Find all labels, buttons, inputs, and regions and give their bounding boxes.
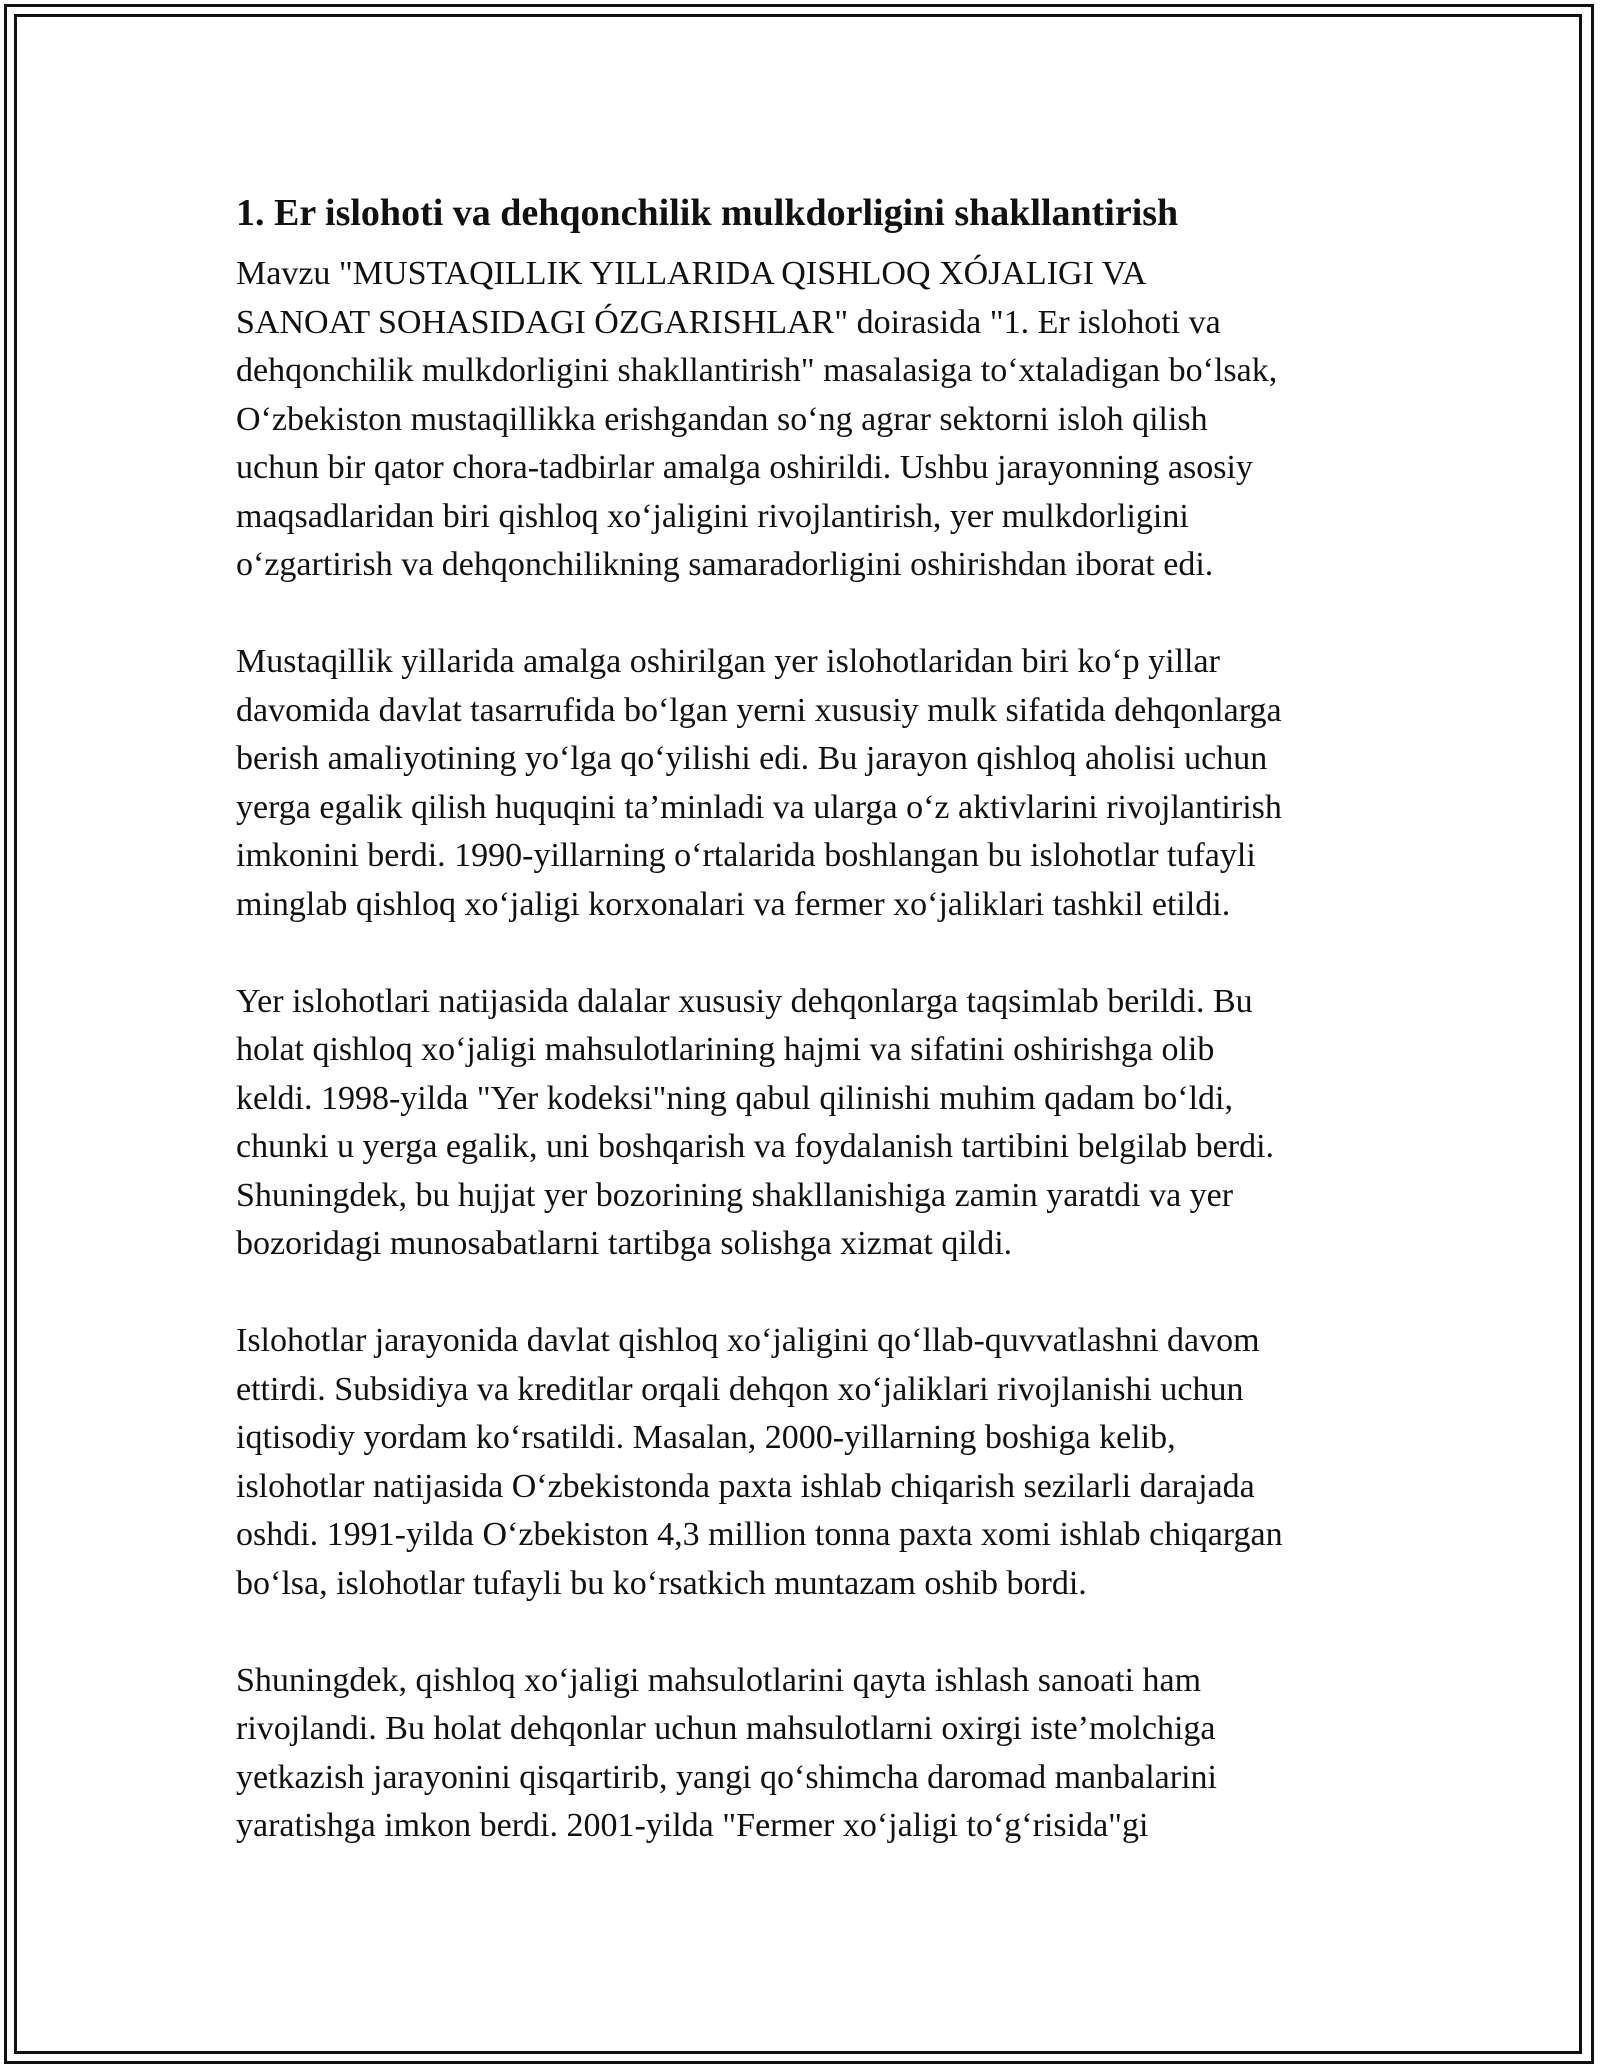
- text-line: Yer islohotlari natijasida dalalar xususiy dehqonlarga taqsimlab berildi. Bu: [236, 982, 1253, 1020]
- section-heading: 1. Er islohoti va dehqonchilik mulkdorligini shakllantirish: [236, 192, 1179, 234]
- text-line: yerga egalik qilish huquqini ta’minladi va ularga oʻz aktivlarini rivojlantirish: [236, 788, 1282, 826]
- text-line: Shuningdek, qishloq xoʻjaligi mahsulotlarini qayta ishlash sanoati ham: [236, 1661, 1202, 1699]
- text-line: bozoridagi munosabatlarni tartibga solishga xizmat qildi.: [236, 1225, 1013, 1262]
- paragraph-1: [236, 250, 1386, 590]
- text-line: minglab qishloq xoʻjaligi korxonalari va fermer xoʻjaliklari tashkil etildi.: [236, 885, 1231, 923]
- text-line: ettirdi. Subsidiya va kreditlar orqali dehqon xoʻjaliklari rivojlanishi uchun: [236, 1370, 1244, 1408]
- text-line: davomida davlat tasarrufida boʻlgan yerni xususiy mulk sifatida dehqonlarga: [236, 691, 1282, 729]
- text-line: Mustaqillik yillarida amalga oshirilgan yer islohotlaridan biri koʻp yillar: [236, 643, 1220, 680]
- text-line: dehqonchilik mulkdorligini shakllantirish" masalasiga toʻxtaladigan boʻlsak,: [236, 352, 1278, 389]
- text-line: SANOAT SOHASIDAGI ÓZGARISHLAR" doirasida "1. Er islohoti va: [236, 303, 1221, 341]
- paragraph-5: [236, 1657, 1386, 1851]
- text-line: imkonini berdi. 1990-yillarning oʻrtalarida boshlangan bu islohotlar tufayli: [236, 837, 1256, 874]
- text-line: berish amaliyotining yoʻlga qoʻyilishi edi. Bu jarayon qishloq aholisi uchun: [236, 740, 1268, 777]
- text-line: chunki u yerga egalik, uni boshqarish va foydalanish tartibini belgilab berdi.: [236, 1128, 1275, 1165]
- paragraph-3: [236, 978, 1386, 1269]
- text-line: yaratishga imkon berdi. 2001-yilda "Fermer xoʻjaligi toʻgʻrisida"gi: [236, 1807, 1149, 1844]
- text-line: islohotlar natijasida Oʻzbekistonda paxta ishlab chiqarish sezilarli darajada: [236, 1467, 1255, 1505]
- text-line: Oʻzbekiston mustaqillikka erishgandan soʻng agrar sektorni isloh qilish: [236, 400, 1208, 438]
- text-line: oʻzgartirish va dehqonchilikning samaradorligini oshirishdan iborat edi.: [236, 546, 1214, 583]
- text-line: Islohotlar jarayonida davlat qishloq xoʻjaligini qoʻllab-quvvatlashni davom: [236, 1322, 1260, 1359]
- paragraph-2: [236, 638, 1386, 929]
- text-line: uchun bir qator chora-tadbirlar amalga oshirildi. Ushbu jarayonning asosiy: [236, 449, 1253, 486]
- text-line: yetkazish jarayonini qisqartirib, yangi qoʻshimcha daromad manbalarini: [236, 1758, 1217, 1796]
- text-line: oshdi. 1991-yilda Oʻzbekiston 4,3 million tonna paxta xomi ishlab chiqargan: [236, 1516, 1283, 1553]
- document-body: [236, 188, 1386, 1899]
- text-line: rivojlandi. Bu holat dehqonlar uchun mahsulotlarni oxirgi iste’molchiga: [236, 1710, 1216, 1747]
- text-line: maqsadlaridan biri qishloq xoʻjaligini rivojlantirish, yer mulkdorligini: [236, 497, 1189, 535]
- text-line: Mavzu "MUSTAQILLIK YILLARIDA QISHLOQ XÓJALIGI VA: [236, 255, 1147, 292]
- text-line: boʻlsa, islohotlar tufayli bu koʻrsatkich muntazam oshib bordi.: [236, 1564, 1087, 1602]
- text-line: iqtisodiy yordam koʻrsatildi. Masalan, 2000-yillarning boshiga kelib,: [236, 1419, 1176, 1456]
- paragraph-4: [236, 1317, 1386, 1608]
- text-line: Shuningdek, bu hujjat yer bozorining shakllanishiga zamin yaratdi va yer: [236, 1176, 1234, 1214]
- text-line: holat qishloq xoʻjaligi mahsulotlarining hajmi va sifatini oshirishga olib: [236, 1031, 1215, 1068]
- text-line: keldi. 1998-yilda "Yer kodeksi"ning qabul qilinishi muhim qadam boʻldi,: [236, 1079, 1234, 1117]
